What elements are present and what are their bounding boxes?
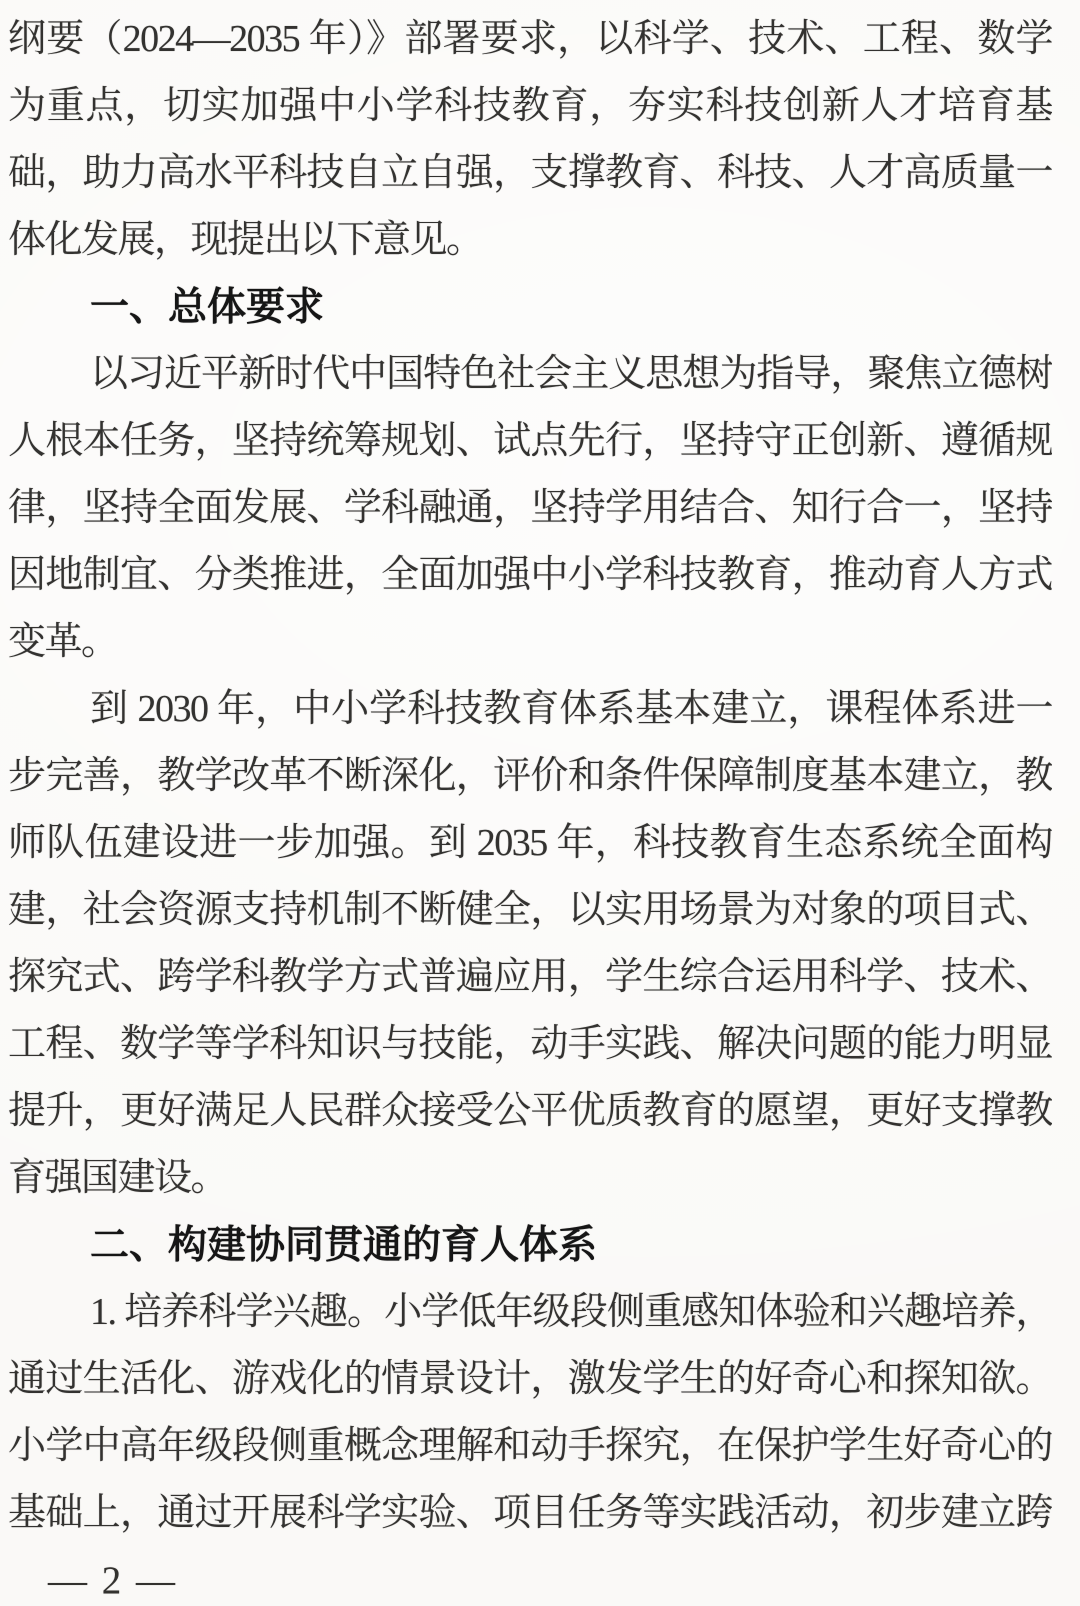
page-number: — 2 — [48, 1559, 175, 1602]
text-line: 师队伍建设进一步加强。到 2035 年，科技教育生态系统全面构 [8, 822, 1052, 864]
text-line: 纲要（2024—2035 年）》部署要求，以科学、技术、工程、数学 [8, 18, 1052, 60]
text-line: 提升，更好满足人民群众接受公平优质教育的愿望，更好支撑教 [8, 1090, 1052, 1132]
text-line: 步完善，教学改革不断深化，评价和条件保障制度基本建立，教 [8, 755, 1052, 797]
text-line: 因地制宜、分类推进，全面加强中小学科技教育，推动育人方式 [8, 554, 1052, 596]
text-line: 为重点，切实加强中小学科技教育，夯实科技创新人才培育基 [8, 85, 1052, 127]
section-heading-2: 二、构建协同贯通的育人体系 [90, 1224, 598, 1267]
text-line: 律，坚持全面发展、学科融通，坚持学用结合、知行合一，坚持 [8, 487, 1052, 529]
text-line: 基础上，通过开展科学实验、项目任务等实践活动，初步建立跨 [8, 1492, 1052, 1534]
text-line: 1. 培养科学兴趣。小学低年级段侧重感知体验和兴趣培养， [90, 1291, 1052, 1333]
text-line: 变革。 [8, 621, 118, 663]
text-line: 础，助力高水平科技自立自强，支撑教育、科技、人才高质量一 [8, 152, 1052, 194]
text-line: 探究式、跨学科教学方式普遍应用，学生综合运用科学、技术、 [8, 956, 1052, 998]
text-line: 工程、数学等学科知识与技能，动手实践、解决问题的能力明显 [8, 1023, 1052, 1065]
text-line: 人根本任务，坚持统筹规划、试点先行，坚持守正创新、遵循规 [8, 420, 1052, 462]
text-line: 体化发展，现提出以下意见。 [8, 219, 483, 261]
text-line: 建，社会资源支持机制不断健全，以实用场景为对象的项目式、 [8, 889, 1052, 931]
section-heading-1: 一、总体要求 [90, 286, 325, 329]
text-line: 以习近平新时代中国特色社会主义思想为指导，聚焦立德树 [90, 353, 1052, 395]
text-line: 育强国建设。 [8, 1157, 228, 1199]
text-line: 小学中高年级段侧重概念理解和动手探究，在保护学生好奇心的 [8, 1425, 1052, 1467]
text-line: 到 2030 年，中小学科技教育体系基本建立，课程体系进一 [90, 688, 1052, 730]
text-line: 通过生活化、游戏化的情景设计，激发学生的好奇心和探知欲。 [8, 1358, 1052, 1400]
